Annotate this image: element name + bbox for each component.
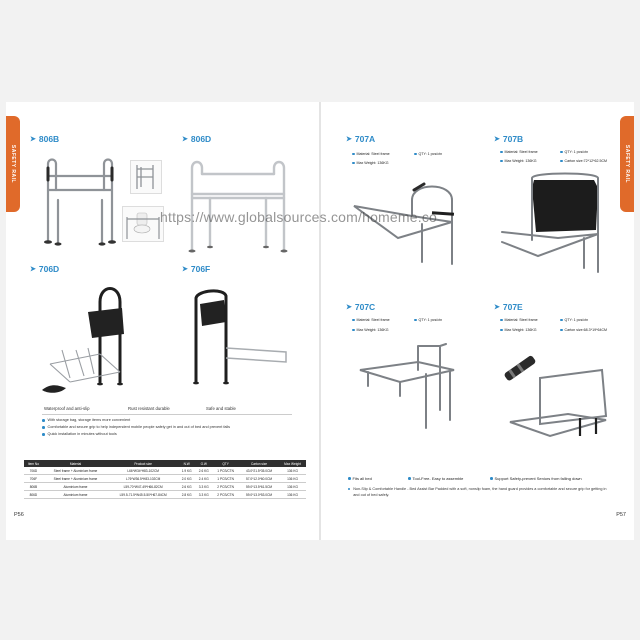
table-header: Material [43,460,108,467]
product-code-806b: ➤ 806B [30,134,60,144]
product-image-707e [496,340,616,440]
table-cell: 136 KG [279,491,306,499]
table-cell: L59.5-71.5*W45.5-50*H67-84CM [108,491,178,499]
bullet-icon [352,162,355,165]
table-cell: 3.3 KG [195,483,212,491]
feature-tool-free: Tool-Free- Easy to assemble [408,476,463,481]
table-cell: 59.0*13.0*53.0CM [239,491,279,499]
spec-weight-707c: Max Weight: 136KG [352,328,389,332]
product-image-706d [40,278,150,396]
chevron-icon: ➤ [346,304,352,311]
table-cell: 806B [24,483,43,491]
bullet-icon [500,329,503,332]
spec-material-707c: Material: Steel frame [352,318,390,322]
table-cell: L76*W36.5*H83-102CM [108,475,178,483]
spec-qty-707a: QTY: 1 pcs/ctn [414,152,442,156]
table-cell: 706D [24,467,43,475]
table-cell: Aluminium frame [43,491,108,499]
catalog-spread [6,102,634,540]
feature-head-waterproof: Waterproof and anti-slip [44,406,90,411]
table-cell: 1.9 KG [178,467,195,475]
table-row [24,483,306,491]
bullet-icon [560,329,563,332]
page-number-right: P57 [616,512,626,518]
list-item: Comfortable and secure grip to help independent mobile people safely get in and out of bed and prevent falls [42,424,230,431]
table-cell: L66*W34*H83-102CM [108,467,178,475]
product-code-706f: ➤ 706F [182,264,211,274]
table-cell: 2.6 KG [195,467,212,475]
bullet-icon [414,153,417,156]
left-page [6,102,318,540]
divider [42,414,292,415]
bullet-icon [348,477,351,480]
watermark-text: https://www.globalsources.com/homeme.co [160,209,438,225]
table-cell: 706F [24,475,43,483]
bullet-icon [500,151,503,154]
list-item: With storage bag, storage items more convenient [42,417,230,424]
product-code-707e: ➤ 707E [494,302,523,312]
safety-rail-tab-left: SAFETY RAIL [6,116,20,212]
table-header: N.W [178,460,195,467]
chevron-icon: ➤ [494,136,500,143]
chevron-icon: ➤ [30,266,36,273]
product-description [348,486,608,498]
product-image-707c [356,340,466,432]
table-cell: 1 PCS/CTN [212,467,239,475]
product-code-707b: ➤ 707B [494,134,524,144]
spec-carton-707e: Carton size:68.3*19*64CM [560,328,607,332]
feature-support-safety: Support Safety-prevent Seniors from falling down [490,476,582,481]
table-header: Max Weight [279,460,306,467]
page-gutter [319,102,321,540]
table-row [24,475,306,483]
bullet-icon [490,477,493,480]
product-code-706d: ➤ 706D [30,264,60,274]
safety-rail-tab-right: SAFETY RAIL [620,116,634,212]
table-header: Carton size [239,460,279,467]
table-cell: 2.6 KG [178,483,195,491]
bullet-icon [352,329,355,332]
table-cell: 2 PCS/CTN [212,483,239,491]
product-code-707c: ➤ 707C [346,302,376,312]
bullet-icon [560,319,563,322]
table-cell: 2.0 KG [178,475,195,483]
table-cell: 1 PCS/CTN [212,475,239,483]
inset-toilet-806b [122,206,164,242]
table-cell: 59.0*13.5*61.5CM [239,483,279,491]
chevron-icon: ➤ [346,136,352,143]
table-header-row [24,460,306,467]
table-cell: 3.3 KG [195,491,212,499]
spec-material-707b: Material: Steel frame [500,150,538,154]
table-header: QTY [212,460,239,467]
bullet-icon [352,153,355,156]
table-cell: 2 PCS/CTN [212,491,239,499]
spec-material-707e: Material: Steel frame [500,318,538,322]
spec-material-707a: Material: Steel frame [352,152,390,156]
table-header: G.W [195,460,212,467]
product-image-806d [184,154,292,254]
table-cell: 57.0*12.0*60.0CM [239,475,279,483]
bullet-icon [42,433,45,436]
bullet-icon [500,160,503,163]
bullet-icon [352,319,355,322]
product-image-806b [34,150,126,250]
table-cell: 136 KG [279,467,306,475]
product-code-806d: ➤ 806D [182,134,212,144]
table-row [24,467,306,475]
bullet-icon [408,477,411,480]
chevron-icon: ➤ [30,136,36,143]
chevron-icon: ➤ [494,304,500,311]
right-page [322,102,634,540]
product-code-707a: ➤ 707A [346,134,376,144]
table-cell: Steel frame + Aluminium frame [43,475,108,483]
table-cell: 136 KG [279,475,306,483]
table-cell: Aluminium frame [43,483,108,491]
bullet-icon [42,426,45,429]
spec-qty-707b: QTY: 1 pcs/ctn [560,150,588,154]
table-cell: 806D [24,491,43,499]
table-header: Item No [24,460,43,467]
spec-weight-707e: Max Weight: 136KG [500,328,537,332]
table-cell: L59-70*W47-49*H66-82CM [108,483,178,491]
page-number-left: P56 [14,512,24,518]
product-image-707b [498,172,614,276]
bullet-icon [560,160,563,163]
table-row [24,491,306,499]
feature-bullets [42,417,230,438]
chevron-icon: ➤ [182,136,188,143]
table-cell: Steel frame + Aluminium frame [43,467,108,475]
table-cell: 2.4 KG [195,475,212,483]
chevron-icon: ➤ [182,266,188,273]
spec-qty-707c: QTY: 1 pcs/ctn [414,318,442,322]
feature-head-rust: Rust resistant durable [128,406,170,411]
table-cell: 136 KG [279,483,306,491]
list-item: Non-Slip & Comfortable Handle - Bed Assist Bar Padded with a soft, nonslip foam, the hand guard provides a comfortable and secure grip for getting in and out of bed safely. [348,486,608,498]
feature-head-safe: Safe and stable [206,406,236,411]
table-cell: 43.0*21.5*35.0CM [239,467,279,475]
feature-fits-all-bed: Fits all bed [348,476,372,481]
table-cell: 2.8 KG [178,491,195,499]
spec-table [24,460,306,499]
bullet-icon [42,419,45,422]
product-image-706f [184,282,294,392]
list-item: Quick installation in minutes without tools [42,431,230,438]
table-header: Product size [108,460,178,467]
spec-weight-707b: Max Weight: 136KG [500,159,537,163]
bullet-icon [414,319,417,322]
bullet-icon [348,488,350,491]
spec-weight-707a: Max Weight: 136KG [352,161,389,165]
spec-qty-707e: QTY: 1 pcs/ctn [560,318,588,322]
spec-carton-707b: Carton size:72*12*62.5CM [560,159,607,163]
inset-folded-806b [130,160,162,194]
bullet-icon [500,319,503,322]
bullet-icon [560,151,563,154]
